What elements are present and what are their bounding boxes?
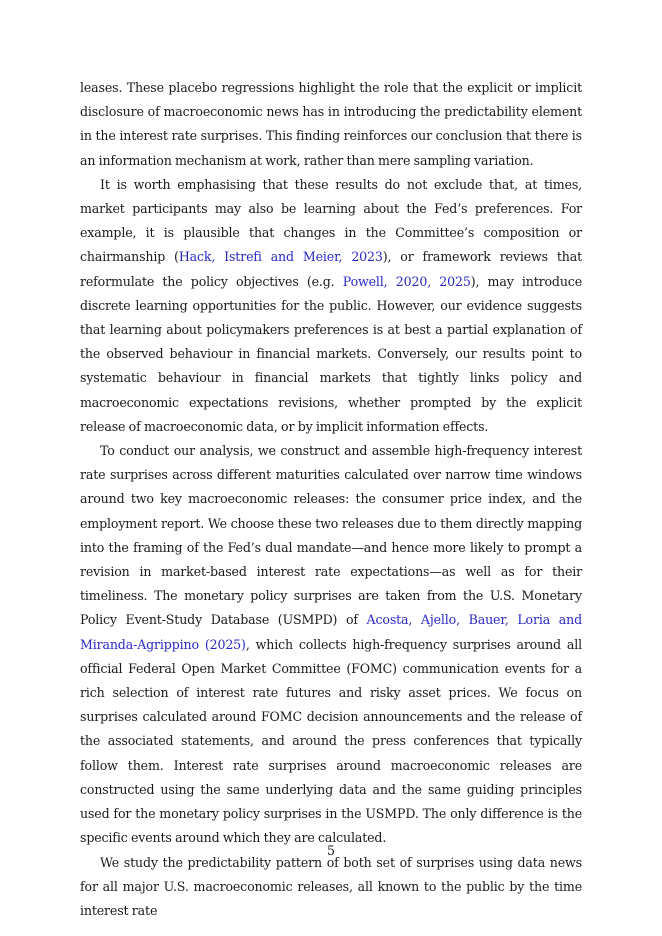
page-number: 5 (326, 843, 335, 858)
paragraph-text: To conduct our analysis, we construct and assemble high-frequency interest rate surprises across different maturities calculated over narrow time windows around two key macroeconomic releases: the consumer price index, and the employment report. We choose these two releases due to them directly mapping into the framing of the Fed’s dual mandate—and hence more likely to prompt a revision in market-based interest rate expectations—as well as for their timeliness. The monetary policy surprises are taken from the U.S. Monetary Policy Event-Study Database (USMPD) of (80, 443, 582, 628)
paragraph-text: It is worth emphasising that these results do not exclude that, at times, market participants may also be learning about the Fed’s preferences. For example, it is plausible that changes in the Committee’s composition or chairmanship ( (80, 176, 582, 265)
paragraph-text: ), or framework reviews that reformulate the policy objectives (e.g. (80, 249, 583, 289)
paragraph (80, 76, 582, 173)
paragraph (80, 851, 582, 924)
citation-link[interactable]: Acosta, Ajello, Bauer, Loria and Miranda-Agrippino (2025) (80, 612, 582, 652)
page-body (80, 76, 582, 923)
paragraph-text: We study the predictability pattern of both set of surprises using data news for all major U.S. macroeconomic releases, all known to the public by the time interest rate (80, 854, 582, 918)
citation-link[interactable]: Powell, 2020, 2025 (342, 273, 471, 289)
citation-link[interactable]: Hack, Istrefi and Meier, 2023 (178, 249, 383, 265)
paragraph-text: ), may introduce discrete learning opportunities for the public. However, our evidence suggests that learning about policymakers preferences is at best a partial explanation of the observed behaviour in financial markets. Conversely, our results point to systematic behaviour in financial markets that tightly links policy and macroeconomic expectations revisions, whether prompted by the explicit release of macroeconomic data, or by implicit information effects. (80, 273, 582, 434)
paragraph-text: , which collects high-frequency surprises around all official Federal Open Market Committee (FOMC) communication events for a rich selection of interest rate futures and risky asset prices. We focus on surprises calculated around FOMC decision announcements and the release of the associated statements, and around the press conferences that typically follow them. Interest rate surprises around macroeconomic releases are constructed using the same underlying data and the same guiding principles used for the monetary policy surprises in the USMPD. The only difference is the specific events around which they are calculated. (80, 636, 583, 846)
paragraph (80, 439, 582, 850)
paragraph (80, 173, 582, 439)
paragraph-text: leases. These placebo regressions highlight the role that the explicit or implicit disclosure of macroeconomic news has in introducing the predictability element in the interest rate surprises. This finding reinforces our conclusion that there is an information mechanism at work, rather than mere sampling variation. (80, 80, 582, 168)
